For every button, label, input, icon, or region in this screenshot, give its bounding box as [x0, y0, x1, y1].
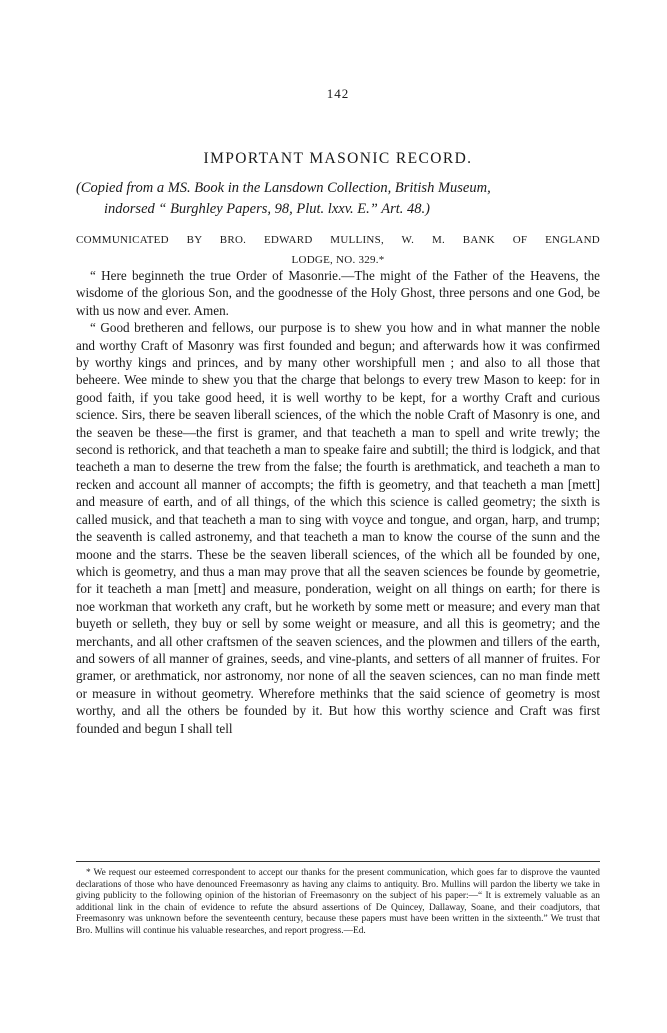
page-title: IMPORTANT MASONIC RECORD.	[203, 150, 473, 167]
communicated-by	[76, 230, 600, 270]
source-citation-line-2: indorsed “ Burghley Papers, 98, Plut. lxxv. E.” Art. 48.)	[104, 201, 430, 217]
document-page	[76, 0, 600, 1033]
source-citation-line-1: (Copied from a MS. Book in the Lansdown Collection, British Museum,	[76, 180, 491, 196]
source-citation	[76, 178, 600, 220]
footnote: * We request our esteemed correspondent to accept our thanks for the present communication, which goes far to disprove the vaunted declarations of those who have denounced Freemasonry as having any claims to antiquity. Bro. Mullins will pardon the liberty we take in giving publicity to the following opinion of the historian of Freemasonry on the subject of his paper:—“ It is extremely valuable as an additional link in the chain of evidence to refute the absurd assertions of De Quincey, Dallaway, Soane, and their coadjutors, that Freemasonry was unknown before the seventeenth century, because these papers must have been written in the sixteenth.” We trust that Bro. Mullins will continue his valuable researches, and report progress.—Ed.	[76, 868, 600, 936]
footnote-divider	[76, 861, 600, 862]
body-text	[76, 267, 600, 737]
paragraph-invocation: “ Here beginneth the true Order of Masonrie.—The might of the Father of the Heavens, the wisdome of the glorious Son, and the goodnesse of the Holy Ghost, three persons and one God, be with us now and ever. Amen.	[76, 268, 600, 318]
communicated-by-line-1: COMMUNICATED BY BRO. EDWARD MULLINS, W. M. BANK OF ENGLAND	[76, 234, 600, 246]
page-number: 142	[326, 86, 350, 101]
paragraph-seven-sciences: “ Good bretheren and fellows, our purpose is to shew you how and in what manner the noble and worthy Craft of Masonry was first founded and begun; and afterwards how it was confirmed by worthy kings and princes, and by many other worshipfull men ; and also to all those that beheere. Wee minde to shew you that the charge that belongs to every trew Mason to keep: for in good faith, if you take good heed, it is well worthy to be kept, for a worthy Craft and curious science. Sirs, there be seaven liberall sciences, of the which the noble Craft of Masonry is one, and the seaven be these—the first is gramer, and that teacheth a man to spell and write trewly; the second is rethorick, and that teacheth a man to speake faire and subtill; the third is lodgick, and that teacheth a man to deserne the trew from the false; the fourth is arethmatick, and teacheth a man to recken and account all manner of accompts; the fifth is geometry, and that teacheth a man [mett] and measure of earth, and of all things, of the which this science is called geometry; the sixth is called musick, and that teacheth a man to sing with voyce and tongue, and organ, harp, and trump; the seaventh is called astronemy, and that teacheth a man to know the course of the sunn and the moone and the starrs. These be the seaven liberall sciences, of the which all be founded by one, which is geometry, and thus a man may prove that all the seaven sciences be founde by geometrie, for it teacheth a man [mett] and measure, ponderation, weight on all things on earth; for there is noe workman that worketh any craft, but he worketh by some mett or measure; and every man that buyeth or selleth, they buy or sell by some weight or measure, and all this is geometry; and the merchants, and all other craftsmen of the seaven sciences, and the plowmen and tillers of the earth, and sowers of all manner of graines, seeds, and vine-plants, and setters of all manner of fruites. For gramer, or arethmatick, nor astronomy, nor none of all the seaven sciences, can no man finde mett or measure in without geometry. Wherefore methinks that the said science of geometry is most worthy, and all the others be founded by it. But how this worthy science and Craft was first founded and begun I shall tell	[76, 320, 600, 736]
communicated-by-line-2: LODGE, NO. 329.*	[291, 254, 385, 266]
